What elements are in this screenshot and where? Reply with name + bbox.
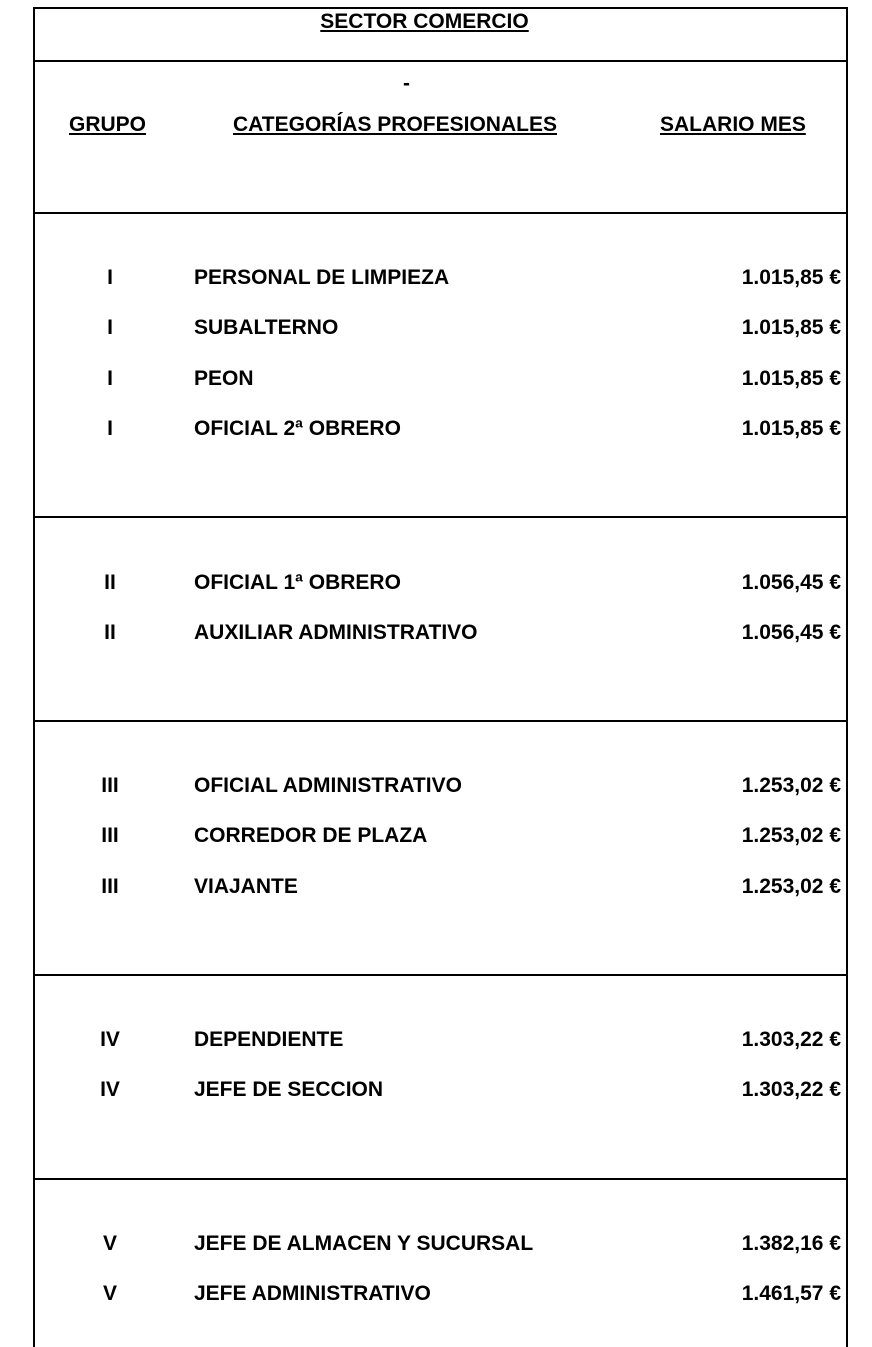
header-categorias: CATEGORÍAS PROFESIONALES (233, 113, 557, 136)
row-salario: 1.253,02 € (741, 824, 841, 847)
row-categoria: OFICIAL ADMINISTRATIVO (194, 774, 462, 797)
row-salario: 1.253,02 € (741, 774, 841, 797)
row-categoria: OFICIAL 2ª OBRERO (194, 417, 401, 440)
row-categoria: DEPENDIENTE (194, 1028, 344, 1051)
row-categoria: JEFE DE ALMACEN Y SUCURSAL (194, 1232, 534, 1255)
row-categoria: JEFE ADMINISTRATIVO (194, 1282, 431, 1305)
row-categoria: PERSONAL DE LIMPIEZA (194, 266, 450, 289)
row-grupo: IV (100, 1028, 120, 1051)
row-categoria: SUBALTERNO (194, 316, 339, 339)
row-salario: 1.382,16 € (741, 1232, 841, 1255)
row-grupo: III (101, 774, 119, 797)
header-dash: - (403, 72, 410, 95)
row-grupo: V (102, 1232, 117, 1255)
row-salario: 1.015,85 € (741, 316, 841, 339)
row-salario: 1.303,22 € (741, 1028, 841, 1051)
row-grupo: I (107, 316, 113, 339)
divider-group-1 (33, 516, 848, 518)
divider-group-2 (33, 720, 848, 722)
page-title: SECTOR COMERCIO (320, 10, 529, 33)
row-categoria: VIAJANTE (194, 875, 298, 898)
divider-header (33, 212, 848, 214)
row-categoria: OFICIAL 1ª OBRERO (194, 571, 401, 594)
row-salario: 1.461,57 € (741, 1282, 841, 1305)
row-grupo: IV (100, 1078, 120, 1101)
row-salario: 1.015,85 € (741, 266, 841, 289)
row-grupo: II (104, 571, 116, 594)
divider-group-3 (33, 974, 848, 976)
row-grupo: II (104, 621, 116, 644)
row-categoria: JEFE DE SECCION (194, 1078, 384, 1101)
header-grupo: GRUPO (69, 113, 147, 136)
row-salario: 1.015,85 € (741, 417, 841, 440)
row-salario: 1.056,45 € (741, 621, 841, 644)
header-salario: SALARIO MES (660, 113, 806, 136)
table-frame (33, 7, 848, 1347)
row-grupo: III (101, 824, 119, 847)
row-grupo: I (107, 266, 113, 289)
row-categoria: AUXILIAR ADMINISTRATIVO (194, 621, 478, 644)
row-grupo: I (107, 367, 113, 390)
row-salario: 1.253,02 € (741, 875, 841, 898)
row-categoria: PEON (194, 367, 254, 390)
divider-group-4 (33, 1178, 848, 1180)
row-grupo: V (102, 1282, 117, 1305)
row-salario: 1.303,22 € (741, 1078, 841, 1101)
row-grupo: I (107, 417, 113, 440)
row-categoria: CORREDOR DE PLAZA (194, 824, 428, 847)
row-salario: 1.056,45 € (741, 571, 841, 594)
divider-title (33, 60, 848, 62)
row-grupo: III (101, 875, 119, 898)
row-salario: 1.015,85 € (741, 367, 841, 390)
